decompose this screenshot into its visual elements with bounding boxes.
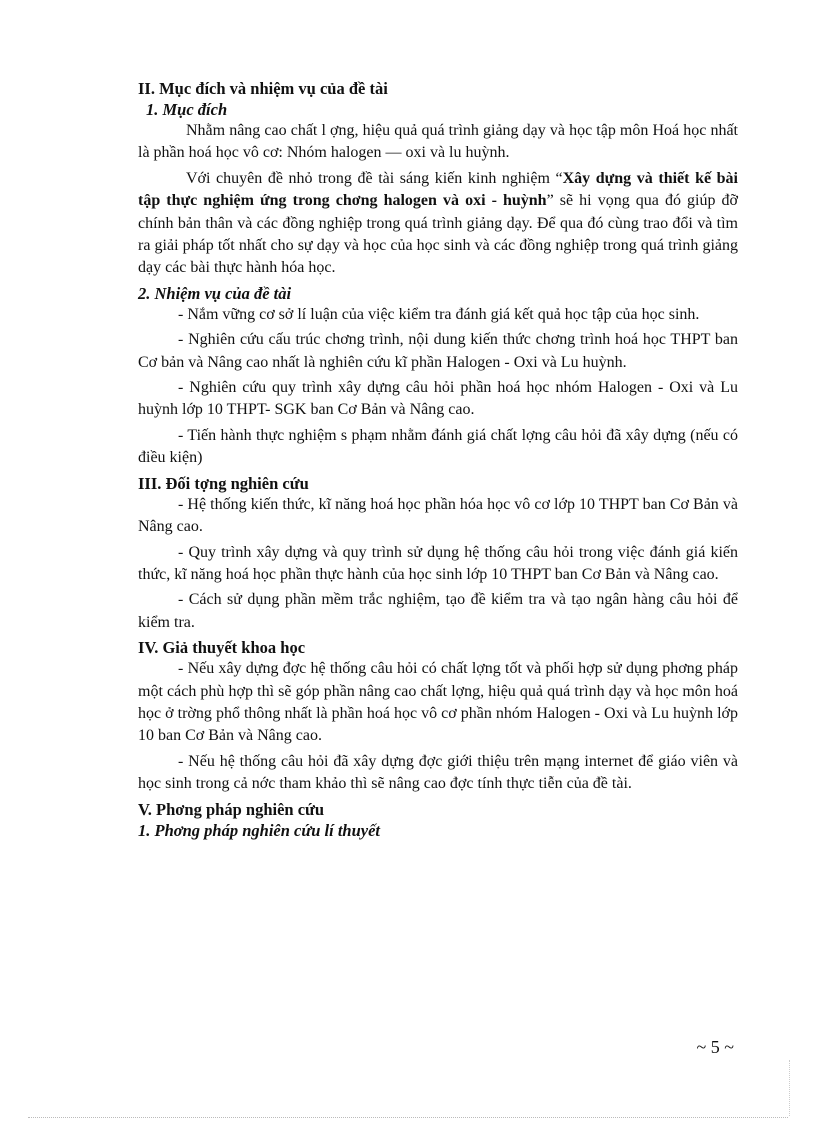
subject-item: - Quy trình xây dựng và quy trình sử dụng hệ thống câu hỏi trong việc đánh giá kiến thức, kĩ năng hoá học phần thực hành của học sinh lớp 10 THPT ban Cơ Bản và Nâng cao. (138, 543, 738, 583)
paragraph-purpose-2 (138, 168, 738, 280)
page-number: ~ 5 ~ (696, 1037, 734, 1057)
section-heading-2: II. Mục đích và nhiệm vụ của đề tài (138, 79, 388, 98)
subheading-purpose: 1. Mục đích (146, 100, 228, 119)
paragraph-purpose-1: Nhằm nâng cao chất l ợng, hiệu quả quá trình giảng dạy và học tập môn Hoá học nhất là phần hoá học vô cơ: Nhóm halogen — oxi và lu huỳnh. (138, 122, 738, 162)
task-item: - Nghiên cứu quy trình xây dựng câu hỏi phần hoá học nhóm Halogen - Oxi và Lu huỳnh lớp 10 THPT- SGK ban Cơ Bản và Nâng cao. (138, 379, 738, 419)
subject-item: - Hệ thống kiến thức, kĩ năng hoá học phần hóa học vô cơ lớp 10 THPT ban Cơ Bản và Nâng cao. (138, 495, 738, 536)
hypothesis-item: - Nếu hệ thống câu hỏi đã xây dựng đợc giới thiệu trên mạng internet để giáo viên và học sinh trong cả nớc tham khảo thì sẽ nâng cao đợc tính thực tiễn của đề tài. (138, 752, 738, 793)
task-item: - Nắm vững cơ sở lí luận của việc kiểm tra đánh giá kết quả học tập của học sinh. (178, 305, 700, 323)
subject-item: - Cách sử dụng phần mềm trắc nghiệm, tạo đề kiểm tra và tạo ngân hàng câu hỏi để kiểm tra. (138, 591, 738, 631)
task-item: - Nghiên cứu cấu trúc chơng trình, nội dung kiến thức chơng trình hoá học THPT ban Cơ bản và Nâng cao nhất là nghiên cứu kĩ phần Halogen - Oxi và Lu huỳnh. (138, 331, 738, 371)
document-page (138, 78, 738, 841)
paragraph-purpose-2-open: Với chuyên đề nhỏ trong đề tài sáng kiến kinh nghiệm “ (186, 169, 563, 187)
topic-title: Xây dựng và thiết kế bài tập thực nghiệm ứng trong chơng halogen và oxi - huỳnh (138, 169, 739, 210)
section-heading-5: V. Phơng pháp nghiên cứu (138, 799, 325, 819)
page-border-right (789, 1060, 790, 1116)
section-heading-4: IV. Giả thuyết khoa học (138, 638, 306, 658)
subheading-method-theory: 1. Phơng pháp nghiên cứu lí thuyết (138, 820, 380, 840)
section-heading-3: III. Đối tợng nghiên cứu (138, 473, 309, 493)
paragraph-purpose-2-rest: ” sẽ hi vọng qua đó giúp đỡ chính bản thân và các đồng nghiệp trong quá trình giảng dạy. Để qua đó cùng trao đổi và tìm ra giải pháp tốt nhất cho sự dạy và học của học sinh và các đồng nghiệp trong quá trình giảng dạy các bài thực hành hóa học. (138, 192, 738, 277)
task-item: - Tiến hành thực nghiệm s phạm nhằm đánh giá chất lợng câu hỏi đã xây dựng (nếu có điều kiện) (138, 426, 738, 467)
page-border-bottom (28, 1117, 788, 1118)
subheading-tasks: 2. Nhiệm vụ của đề tài (138, 283, 292, 303)
hypothesis-item: - Nếu xây dựng đợc hệ thống câu hỏi có chất lợng tốt và phối hợp sử dụng phơng pháp một cách phù hợp thì sẽ góp phần nâng cao chất lợng, hiệu quả quá trình dạy và học môn hoá học ở trờng phổ thông nhất là phần hoá học vô cơ phần nhóm Halogen - Oxi và Lu huỳnh lớp 10 ban Cơ Bản và Nâng cao. (138, 660, 738, 745)
